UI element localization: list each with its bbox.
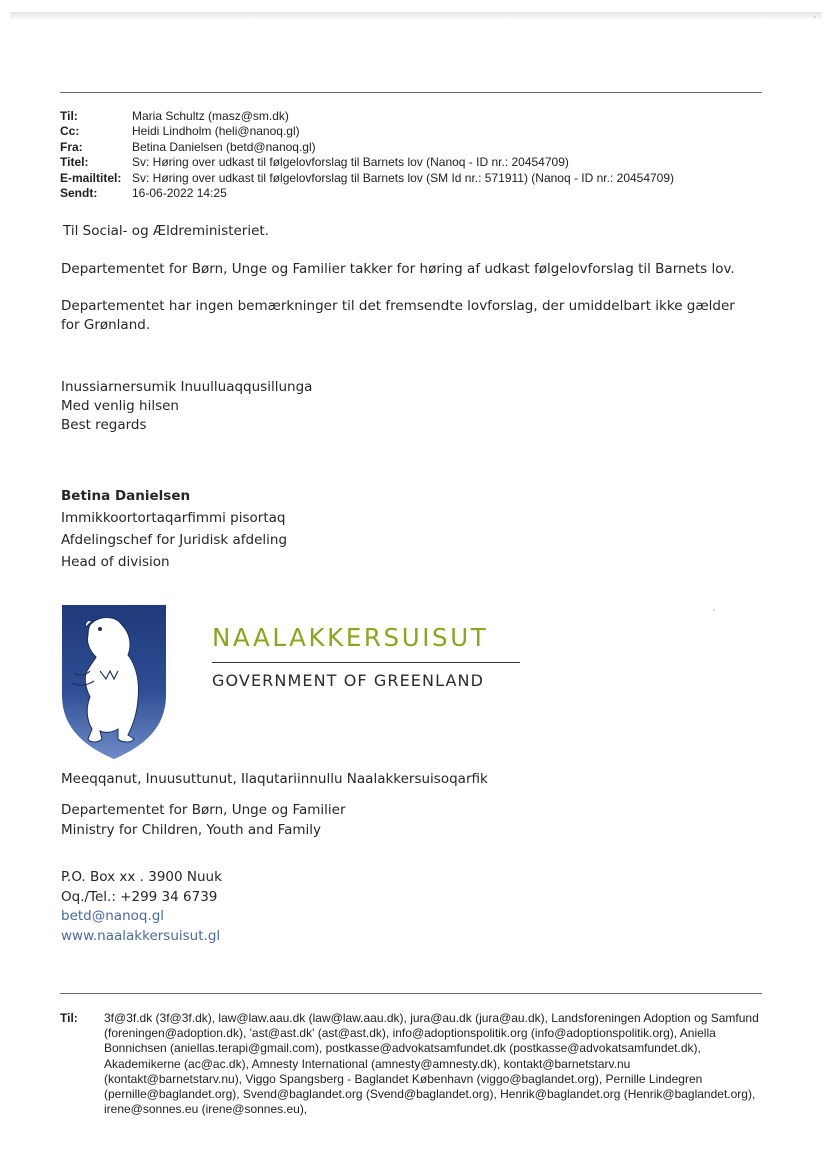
header-label: Titel: xyxy=(60,155,89,170)
signature xyxy=(61,485,287,573)
header-value: Sv: Høring over udkast til følgelovforslag til Barnets lov (SM Id nr.: 571911) (Nanoq - ID nr.: 20454709) xyxy=(132,170,675,185)
closing xyxy=(61,378,741,435)
recipients-label: Til: xyxy=(60,1011,78,1025)
contact-website-link[interactable]: www.naalakkersuisut.gl xyxy=(61,927,221,944)
organization-name-da: Departementet for Børn, Unge og Familier xyxy=(61,802,346,818)
contact-email-link[interactable]: betd@nanoq.gl xyxy=(61,908,165,924)
brand-subtitle: GOVERNMENT OF GREENLAND xyxy=(212,671,484,690)
organization-name-kl: Meeqqanut, Inuusuttunut, Ilaqutariinnullu Naalakkersuisoqarfik xyxy=(61,771,488,787)
header-row-to xyxy=(60,109,674,124)
scan-speck xyxy=(814,16,816,18)
header-value: Betina Danielsen (betd@nanoq.gl) xyxy=(132,139,316,154)
header-label: Sendt: xyxy=(60,186,98,201)
salutation: Til Social- og Ældreministeriet. xyxy=(63,223,269,239)
recipients-block xyxy=(60,1011,764,1117)
paragraph-line: for Grønland. xyxy=(61,317,151,333)
contact-block xyxy=(61,868,222,946)
organization-name-en: Ministry for Children, Youth and Family xyxy=(61,821,322,838)
paragraph-line: Departementet har ingen bemærkninger til det fremsendte lovforslag, der umiddelbart ikke gælder xyxy=(61,298,735,314)
header-label: Cc: xyxy=(60,124,80,139)
scan-edge-shadow xyxy=(10,12,822,20)
signature-title-kl: Immikkoortortaqarfimmi pisortaq xyxy=(61,510,286,526)
brand-divider xyxy=(212,662,520,663)
header-value: Heidi Lindholm (heli@nanoq.gl) xyxy=(132,124,300,139)
recipients-list: 3f@3f.dk (3f@3f.dk), law@law.aau.dk (law@law.aau.dk), jura@au.dk (jura@au.dk), Landsforeningen Adoption og Samfund (foreningen@adoption.dk), 'ast@ast.dk' (ast@ast.dk), info@adoptionspolitik.org (info@adoptionspolitik.org), Aniella Bonnichsen (aniellas.terapi@gmail.com), postkasse@advokatsamfundet.dk (postkasse@advokatsamfundet.dk), Akademikerne (ac@ac.dk), Amnesty International (amnesty@amnesty.dk), kontakt@barnetstarv.nu (kontakt@barnetstarv.nu), Viggo Spangsberg - Baglandet København (viggo@baglandet.org), Pernille Lindegren (pernille@baglandet.org), Svend@baglandet.org (Svend@baglandet.org), Henrik@baglandet.org (Henrik@baglandet.org), irene@sonnes.eu (irene@sonnes.eu), xyxy=(104,1011,759,1117)
header-row-from xyxy=(60,140,674,155)
closing-line-da: Med venlig hilsen xyxy=(61,398,179,414)
header-label: E-mailtitel: xyxy=(60,170,122,185)
header-row-sent xyxy=(60,186,674,201)
header-label: Fra: xyxy=(60,139,83,154)
closing-line-en: Best regards xyxy=(61,417,147,433)
body-paragraph-1: Departementet for Børn, Unge og Familier takker for høring af udkast følgelovforslag til Barnets lov. xyxy=(61,261,735,277)
header-value: 16-06-2022 14:25 xyxy=(132,186,227,201)
closing-line-kl: Inussiarnersumik Inuulluaqqusillunga xyxy=(61,379,313,395)
header-row-title xyxy=(60,155,674,170)
body-paragraph-2 xyxy=(61,297,741,335)
recipients-top-rule xyxy=(60,993,762,994)
signature-title-da: Afdelingschef for Juridisk afdeling xyxy=(61,532,288,548)
contact-address: P.O. Box xx . 3900 Nuuk xyxy=(61,869,222,885)
greenland-coat-of-arms-icon xyxy=(60,603,168,761)
header-row-email-title xyxy=(60,171,674,186)
email-header xyxy=(60,109,674,201)
scan-speck xyxy=(713,609,715,611)
signature-name: Betina Danielsen xyxy=(61,488,191,504)
contact-phone: Oq./Tel.: +299 34 6739 xyxy=(61,888,218,905)
brand-title: NAALAKKERSUISUT xyxy=(212,623,489,652)
header-label: Til: xyxy=(60,109,78,123)
government-logo-wordmark xyxy=(212,623,522,690)
header-row-cc xyxy=(60,124,674,139)
header-value: Sv: Høring over udkast til følgelovforslag til Barnets lov (Nanoq - ID nr.: 20454709) xyxy=(132,155,569,170)
header-value: Maria Schultz (masz@sm.dk) xyxy=(132,109,289,123)
organization-names xyxy=(61,801,346,840)
signature-title-en: Head of division xyxy=(61,554,170,570)
header-top-rule xyxy=(60,92,762,93)
